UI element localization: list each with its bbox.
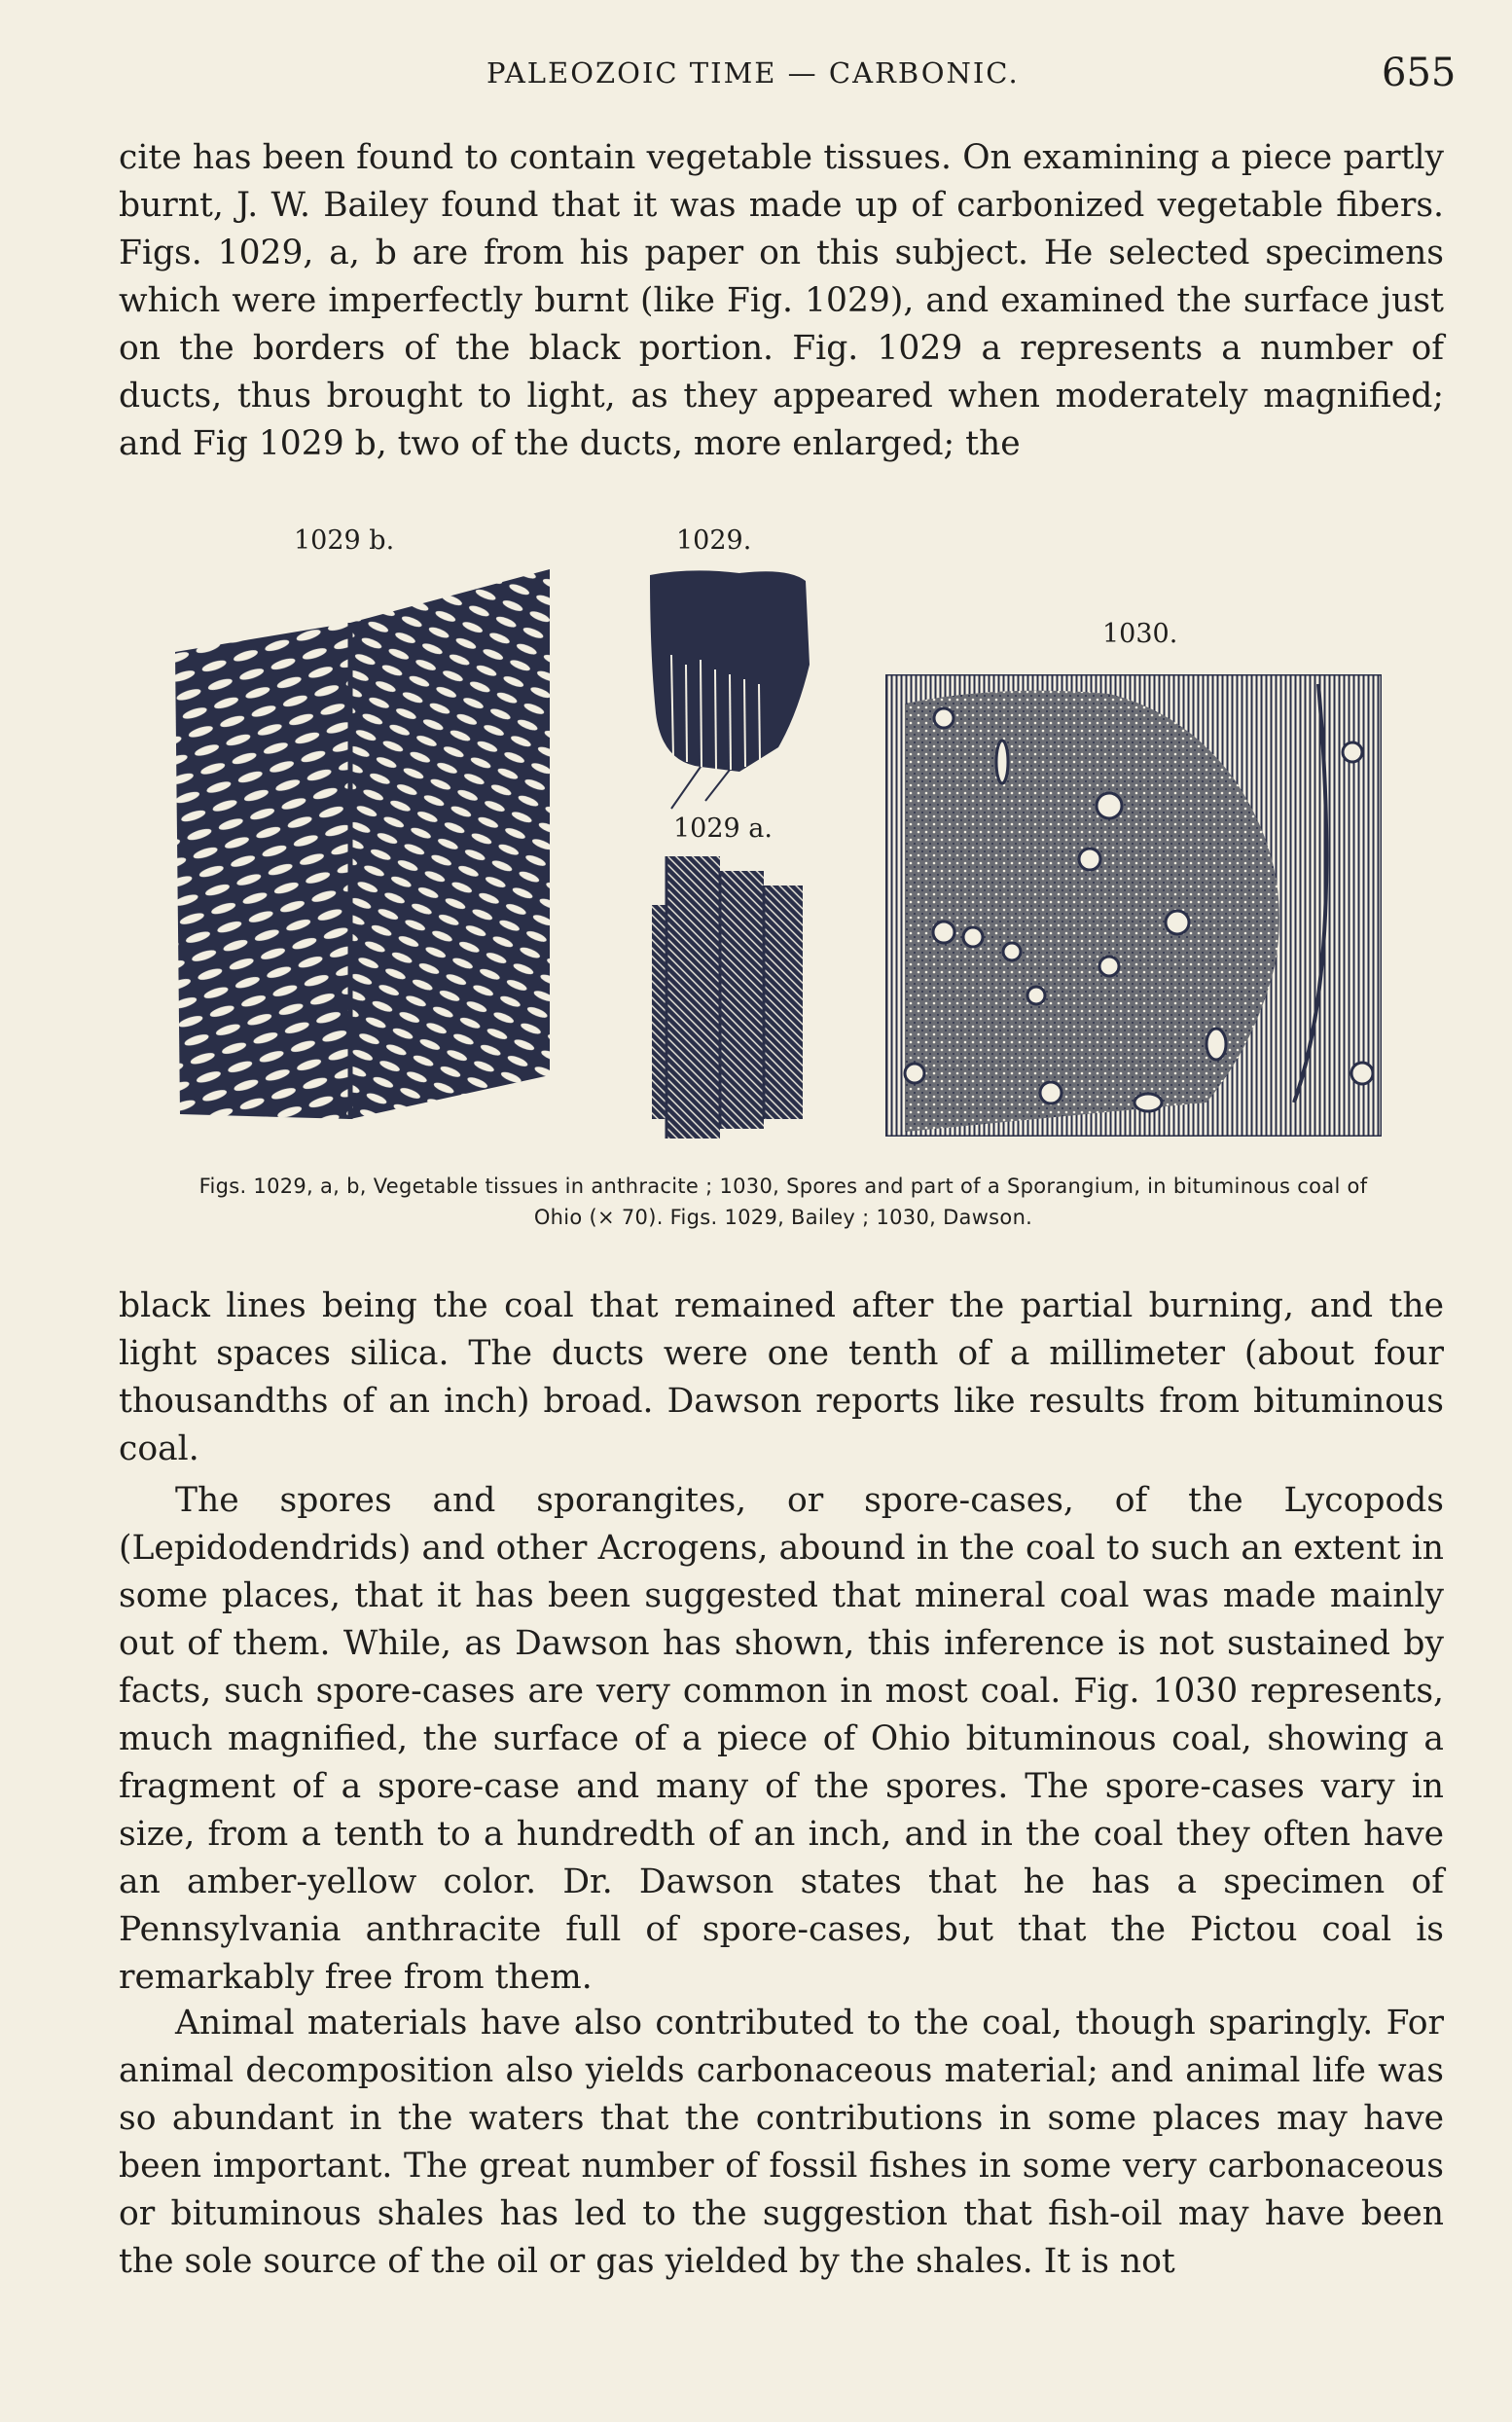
caption-line-2: Ohio (× 70). Figs. 1029, Bailey ; 1030, Dawson. <box>533 1206 1033 1229</box>
figure-caption <box>122 1171 1445 1233</box>
figure-label-1029a: 1029 a. <box>673 813 773 844</box>
figure-1030-spores-sporangium <box>885 674 1382 1137</box>
paragraph: black lines being the coal that remained after the partial burning, and the light spaces silica. The ducts were one tenth of a millimeter (about four thousandths of an inch) broad. Dawson reports like results from bituminous coal. <box>119 1286 1444 1468</box>
paragraph-continued: cite has been found to contain vegetable tissues. On examining a piece partly burnt, J. W. Bailey found that it was made up of carbonized vegetable fibers. Figs. 1029, a, b are from his paper on this subject. He selected specimens which were imperfectly burnt (like Fig. 1029), and examined the surface just on the borders of the black portion. Fig. 1029 a represents a number of ducts, thus brought to light, as they appeared when moderately magnified; and Fig 1029 b, two of the ducts, more enlarged; the <box>119 138 1444 463</box>
figure-1029b-ducts-engraving <box>165 569 559 1129</box>
figure-label-1029b: 1029 b. <box>294 525 395 556</box>
running-head <box>0 51 1512 109</box>
figure-label-1030: 1030. <box>1102 619 1178 649</box>
paragraph: The spores and sporangites, or spore-cases, of the Lycopods (Lepidodendrids) and other Acrogens, abound in the coal to such an extent in some places, that it has been suggested that mineral coal was made mainly out of them. While, as Dawson has shown, this inference is not sustained by facts, such spore-cases are very common in most coal. Fig. 1030 represents, much magnified, the surface of a piece of Ohio bituminous coal, showing a fragment of a spore-case and many of the spores. The spore-cases vary in size, from a tenth to a hundredth of an inch, and in the coal they often have an amber-yellow color. Dr. Dawson states that he has a specimen of Pennsylvania anthracite full of spore-cases, but that the Pictou coal is remarkably free from them. <box>119 1481 1444 1997</box>
figure-1029a-ducts <box>647 856 812 1139</box>
running-title: PALEOZOIC TIME — CARBONIC. <box>486 56 1020 90</box>
caption-line-1: Figs. 1029, a, b, Vegetable tissues in anthracite ; 1030, Spores and part of a Sporangium, in bituminous coal of <box>198 1175 1368 1198</box>
paragraph: Animal materials have also contributed to the coal, though sparingly. For animal decomposition also yields carbonaceous material; and animal life was so abundant in the waters that the contributions in some places may have been important. The great number of fossil fishes in some very carbonaceous or bituminous shales has led to the suggestion that fish-oil may have been the sole source of the oil or gas yielded by the shales. It is not <box>119 2004 1444 2281</box>
figure-1029-burnt-fragment <box>632 567 812 815</box>
figure-label-1029: 1029. <box>676 525 752 556</box>
page-number: 655 <box>1382 51 1457 95</box>
